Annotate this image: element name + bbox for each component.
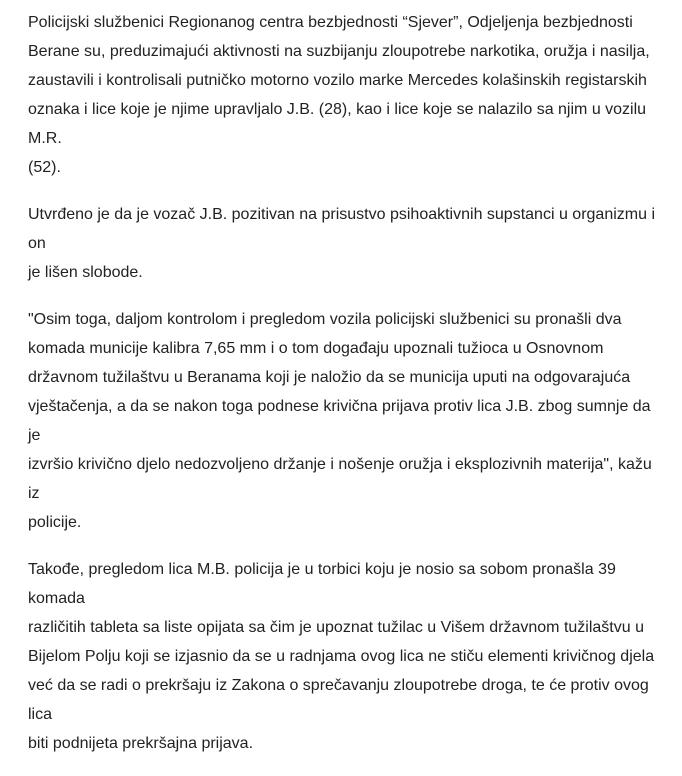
paragraph-2: Utvrđeno je da je vozač J.B. pozitivan na prisustvo psihoaktivnih supstanci u organizmu i on je lišen slobode. xyxy=(28,206,655,281)
paragraph-4: Takođe, pregledom lica M.B. policija je u torbici koju je nosio sa sobom pronašla 39 komada različitih tableta sa liste opijata sa čim je upoznat tužilac u Višem državnom tužilaštvu u Bijelom Polju koji se izjasnio da se u radnjama ovog lica ne stiču elementi krivičnog djela već da se radi o prekršaju iz Zakona o sprečavanju zloupotrebe droga, te će protiv ovog lica biti podnijeta prekršajna prijava. xyxy=(28,561,655,752)
paragraph-1: Policijski službenici Regionanog centra bezbjednosti “Sjever”, Odjeljenja bezbjednosti Berane su, preduzimajući aktivnosti na suzbijanju zloupotrebe narkotika, oružja i nasilja, zaustavili i kontrolisali putničko motorno vozilo marke Mercedes kolašinskih registarskih oznaka i lice koje je njime upravljalo J.B. (28), kao i lice koje se nalazilo sa njim u vozilu M.R. (52). xyxy=(28,14,650,176)
article-body xyxy=(28,8,658,776)
paragraph-3: "Osim toga, daljom kontrolom i pregledom vozila policijski službenici su pronašli dva komada municije kalibra 7,65 mm i o tom događaju upoznali tužioca u Osnovnom državnom tužilaštvu u Beranama koji je naložio da se municija uputi na odgovarajuća vještačenja, a da se nakon toga podnese krivična prijava protiv lica J.B. zbog sumnje da je izvršio krivično djelo nedozvoljeno držanje i nošenje oružja i eksplozivnih materija", kažu iz policije. xyxy=(28,311,652,531)
